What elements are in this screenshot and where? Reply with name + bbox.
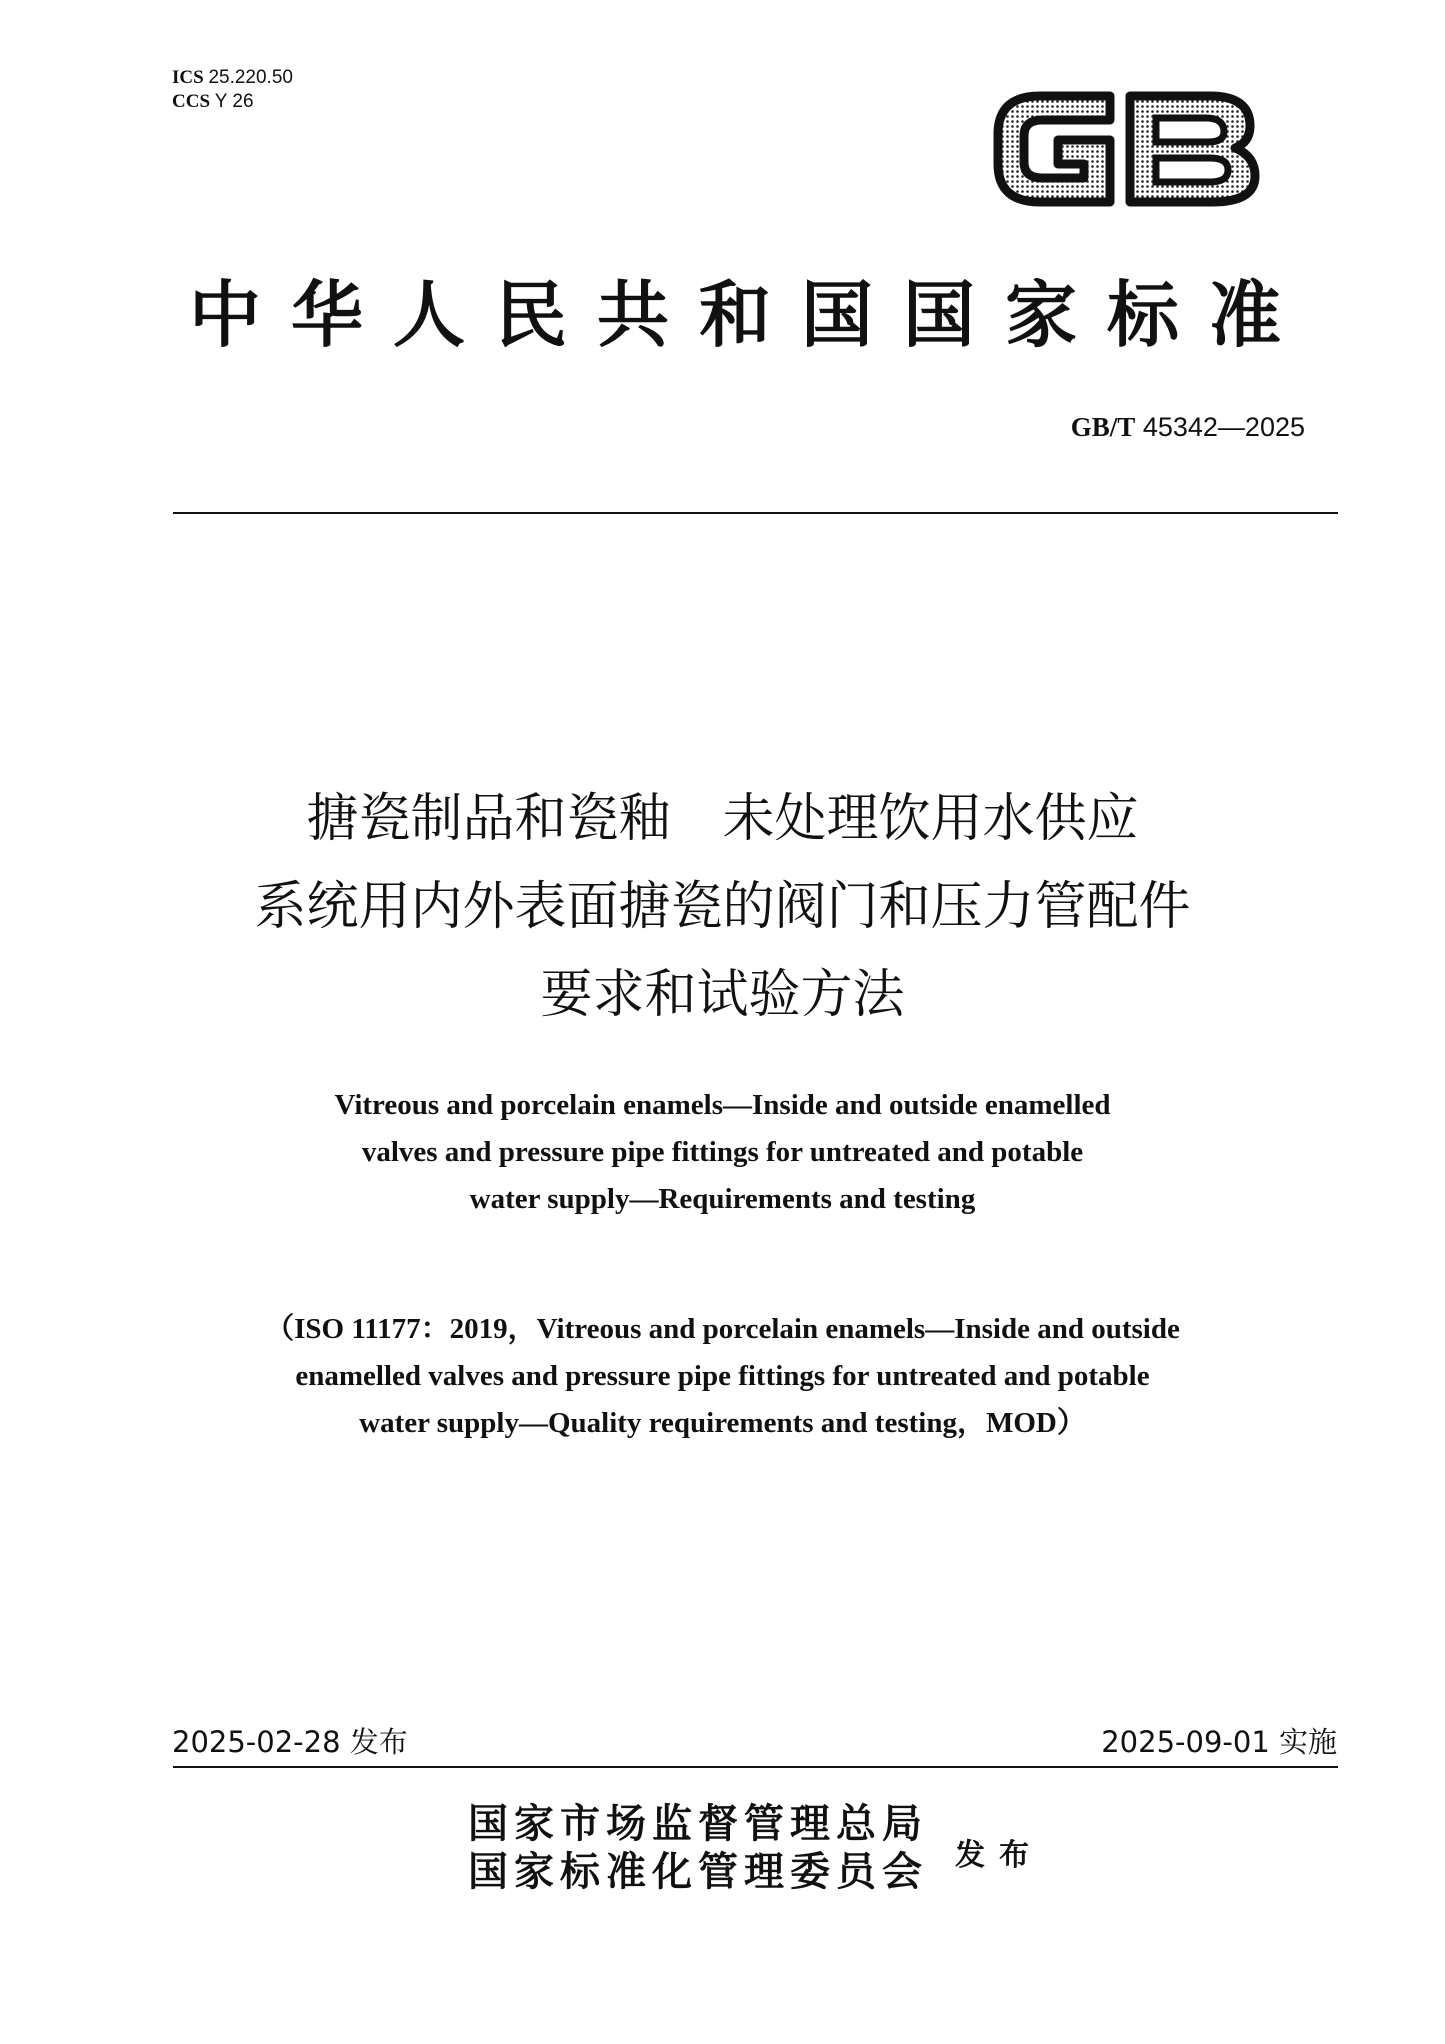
publish-label: 发布: [955, 1838, 1043, 1873]
issuer-sac: 国家标准化管理委员会: [468, 1848, 928, 1895]
ics-code: [172, 66, 293, 90]
standard-number-value: 45342—2025: [1142, 412, 1305, 442]
gb-logo-icon: [980, 74, 1270, 219]
ics-value: 25.220.50: [208, 67, 293, 88]
iso-reference-line: enamelled valves and pressure pipe fittings for untreated and potable: [295, 1360, 1150, 1392]
iso-reference-line: water supply—Quality requirements and testing，MOD）: [359, 1407, 1086, 1439]
ccs-label: CCS: [172, 91, 211, 112]
english-title: [120, 1082, 1325, 1223]
issuer-samr: 国家市场监督管理总局: [468, 1800, 928, 1847]
standard-number: [1071, 412, 1305, 443]
chinese-title-line: 搪瓷制品和瓷釉 未处理饮用水供应: [306, 789, 1139, 849]
ccs-value: Y 26: [214, 91, 254, 112]
chinese-title-line: 系统用内外表面搪瓷的阀门和压力管配件: [254, 877, 1191, 937]
issuing-authorities: [468, 1800, 928, 1896]
english-title-line: water supply—Requirements and testing: [469, 1183, 976, 1215]
standard-prefix: GB/T: [1070, 412, 1136, 442]
bottom-divider: [173, 1766, 1338, 1768]
classification-codes: [172, 66, 293, 114]
chinese-title-line: 要求和试验方法: [540, 965, 905, 1025]
iso-reference: [120, 1306, 1325, 1447]
ics-label: ICS: [172, 67, 204, 88]
english-title-line: valves and pressure pipe fittings for untreated and potable: [361, 1136, 1084, 1168]
chinese-title: [120, 775, 1325, 1039]
issue-date: 2025-02-28 发布: [172, 1725, 408, 1759]
english-title-line: Vitreous and porcelain enamels—Inside and outside enamelled: [334, 1089, 1111, 1121]
national-standard-title: 中华人民共和国国家标准: [188, 272, 1311, 357]
iso-reference-line: （ISO 11177：2019，Vitreous and porcelain enamels—Inside and outside: [265, 1313, 1180, 1345]
top-divider: [173, 512, 1338, 514]
ccs-code: [172, 90, 293, 114]
implementation-date: 2025-09-01 实施: [1101, 1725, 1337, 1759]
